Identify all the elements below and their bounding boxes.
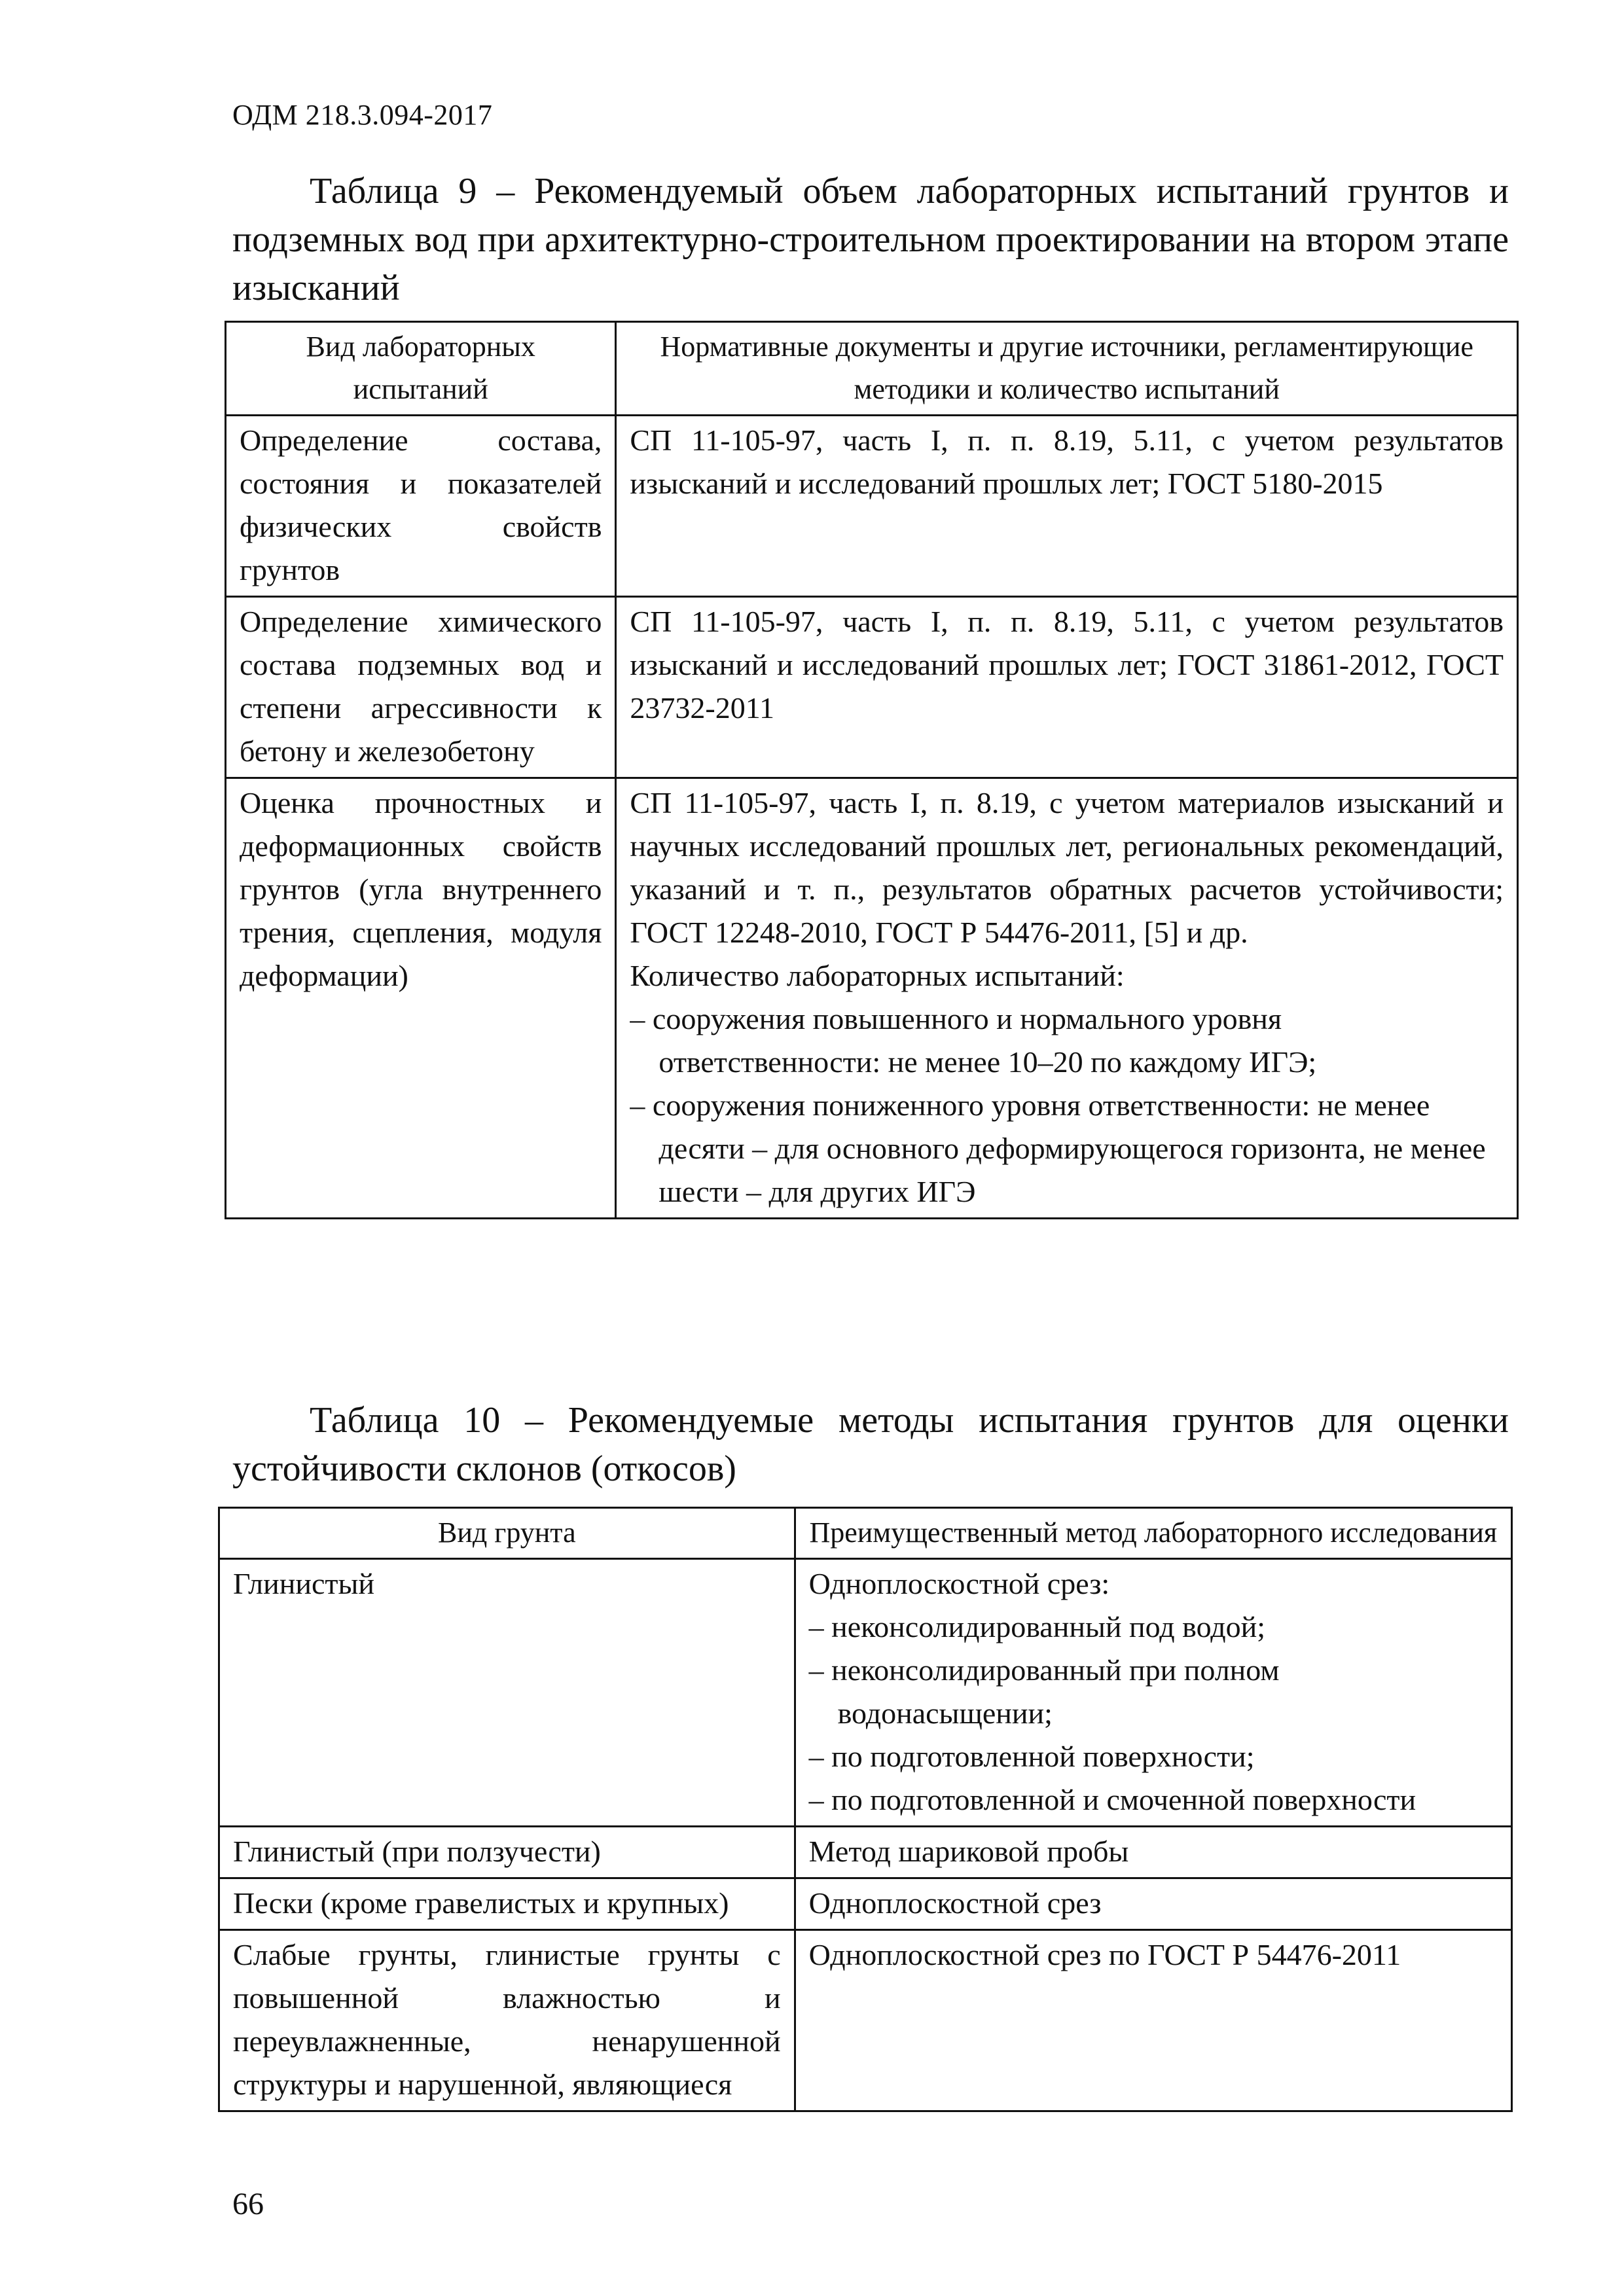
table-row: [226, 416, 1518, 597]
soil-type-cell: Глинистый (при ползучести): [219, 1827, 795, 1878]
table-header-row: [219, 1508, 1512, 1559]
table-10-caption: Таблица 10 – Рекомендуемые методы испытания грунтов для оценки устойчивости склонов (откосов): [232, 1400, 1509, 1489]
column-header-test-type: Вид лабораторных испытаний: [226, 322, 616, 416]
test-type-cell: Определение химического состава подземных вод и степени агрессивности к бетону и железобетону: [226, 597, 616, 778]
soil-type-cell: Слабые грунты, глинистые грунты с повышенной влажностью и переувлажненные, ненарушенной структуры и нарушенной, являющиеся: [219, 1930, 795, 2111]
quantity-item: – сооружения пониженного уровня ответственности: не менее десяти – для основного деформирующегося горизонта, не менее шести – для других ИГЭ: [630, 1088, 1486, 1208]
table-9: [225, 321, 1519, 1219]
document-code: ОДМ 218.3.094-2017: [232, 99, 493, 131]
method-cell: Метод шариковой пробы: [795, 1827, 1511, 1878]
source-cell: СП 11-105-97, часть I, п. п. 8.19, 5.11, с учетом результатов изысканий и исследований прошлых лет; ГОСТ 5180-2015: [616, 416, 1518, 597]
method-item: – по подготовленной и смоченной поверхности: [808, 1783, 1416, 1816]
table-row: [226, 778, 1518, 1219]
method-item: – неконсолидированный под водой;: [808, 1610, 1266, 1643]
source-text: СП 11-105-97, часть I, п. 8.19, с учетом материалов изысканий и научных исследований прошлых лет, региональных рекомендаций, указаний и т. п., результатов обратных расчетов устойчивости; ГОСТ 12248-2010, ГОСТ Р 54476-2011, [5] и др.: [630, 786, 1504, 949]
table-row: [226, 597, 1518, 778]
column-header-normative-documents: Нормативные документы и другие источники, регламентирующие методики и количество испытаний: [616, 322, 1518, 416]
table-10: [218, 1507, 1513, 2112]
column-header-soil-type: Вид грунта: [219, 1508, 795, 1559]
table-9-caption: Таблица 9 – Рекомендуемый объем лабораторных испытаний грунтов и подземных вод при архитектурно-строительном проектировании на втором этапе изысканий: [232, 171, 1509, 308]
column-header-lab-method: Преимущественный метод лабораторного исследования: [795, 1508, 1511, 1559]
soil-type-cell: Пески (кроме гравелистых и крупных): [219, 1878, 795, 1930]
method-item: – неконсолидированный при полном водонасыщении;: [808, 1653, 1280, 1730]
table-row: [219, 1827, 1512, 1878]
source-cell: СП 11-105-97, часть I, п. п. 8.19, 5.11, с учетом результатов изысканий и исследований прошлых лет; ГОСТ 31861-2012, ГОСТ 23732-2011: [616, 597, 1518, 778]
method-cell: Одноплоскостной срез по ГОСТ Р 54476-2011: [795, 1930, 1511, 2111]
test-type-cell: Определение состава, состояния и показателей физических свойств грунтов: [226, 416, 616, 597]
method-item: – по подготовленной поверхности;: [808, 1740, 1255, 1773]
table-row: [219, 1930, 1512, 2111]
method-text: Одноплоскостной срез:: [808, 1567, 1110, 1600]
method-cell: Одноплоскостной срез: [795, 1878, 1511, 1930]
table-row: [219, 1878, 1512, 1930]
quantity-title: Количество лабораторных испытаний:: [630, 959, 1125, 992]
page-number: 66: [232, 2187, 264, 2221]
method-cell: [795, 1559, 1511, 1827]
table-row: [219, 1559, 1512, 1827]
table-header-row: [226, 322, 1518, 416]
test-type-cell: Оценка прочностных и деформационных свойств грунтов (угла внутреннего трения, сцепления, модуля деформации): [226, 778, 616, 1219]
source-cell: [616, 778, 1518, 1219]
quantity-item: – сооружения повышенного и нормального уровня ответственности: не менее 10–20 по каждому ИГЭ;: [630, 1002, 1317, 1079]
soil-type-cell: Глинистый: [219, 1559, 795, 1827]
